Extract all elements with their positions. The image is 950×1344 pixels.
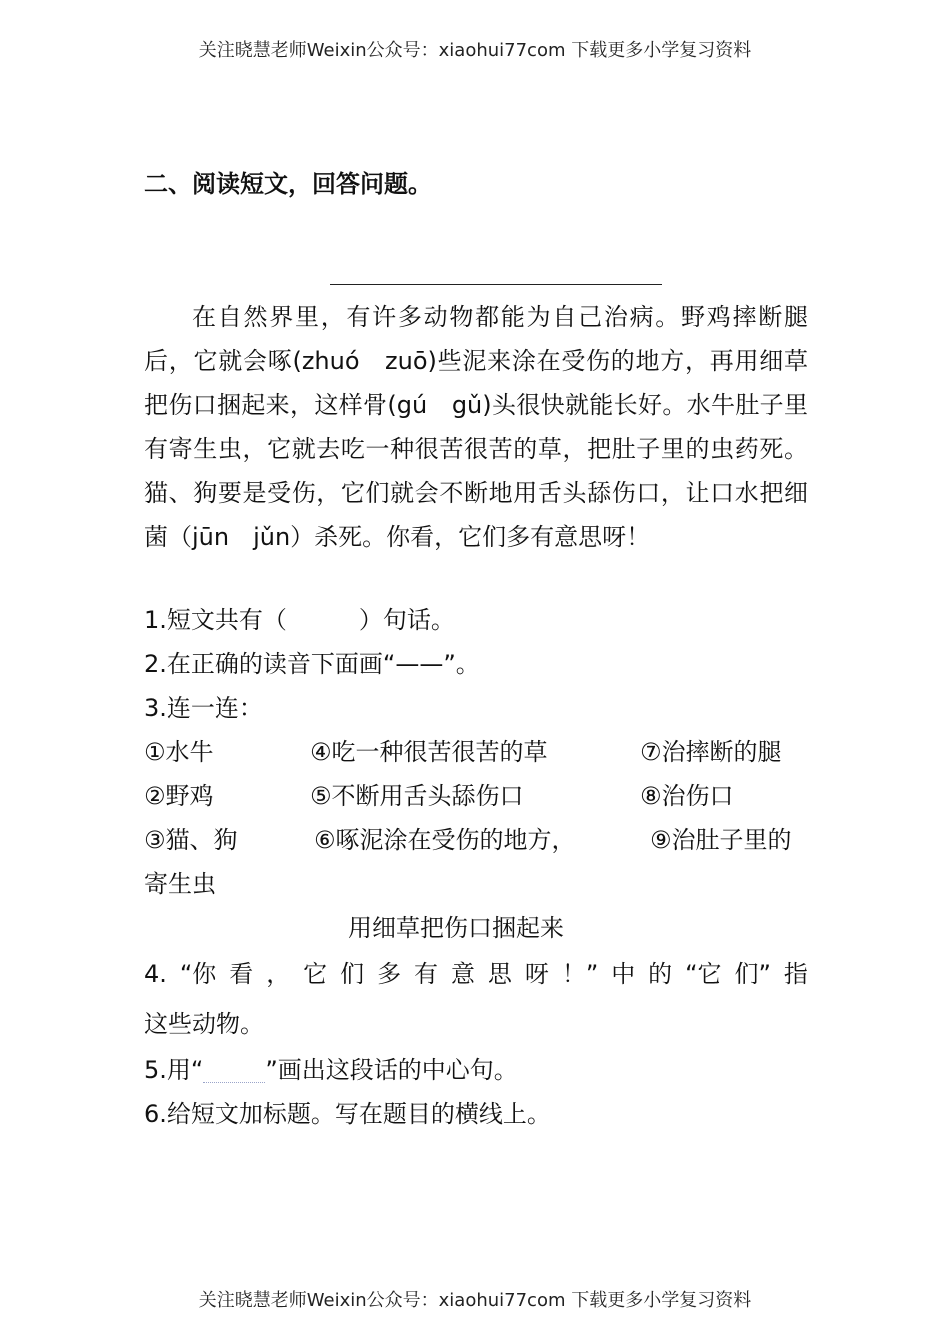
match-item-3[interactable]: ③猫、狗 <box>144 826 238 854</box>
q4-token: 中 <box>611 960 636 988</box>
q4-token: 它 <box>303 960 328 988</box>
reading-passage <box>144 295 808 559</box>
question-1-after: ）句话。 <box>358 606 455 634</box>
question-6: 6.给短文加标题。写在题目的横线上。 <box>144 1100 551 1128</box>
match-item-2[interactable]: ②野鸡 <box>144 782 214 810</box>
match-item-8[interactable]: ⑧治伤口 <box>640 782 734 810</box>
page-header: 关注晓慧老师Weixin公众号：xiaohui77com 下载更多小学复习资料 <box>198 40 752 61</box>
question-5-before: 5.用“ <box>144 1056 204 1084</box>
q4-token: 指 <box>783 960 808 988</box>
question-1 <box>144 598 455 642</box>
match-item-1[interactable]: ①水牛 <box>144 738 214 766</box>
q4-token: 呀 <box>524 960 549 988</box>
match-item-9[interactable]: ⑨治肚子里的 <box>650 826 792 854</box>
match-item-6-continued: 用细草把伤口捆起来 <box>348 914 564 942</box>
q4-token: 们 <box>340 960 365 988</box>
question-3: 3.连一连： <box>144 694 263 722</box>
q4-token: 们” <box>734 960 771 988</box>
q4-token: 看 <box>229 960 254 988</box>
q4-token: 有 <box>414 960 439 988</box>
question-5-after: ”画出这段话的中心句。 <box>265 1056 518 1084</box>
title-blank-line[interactable] <box>330 284 662 285</box>
match-item-9-continued: 寄生虫 <box>144 870 216 898</box>
passage-text: 在自然界里，有许多动物都能为自己治病。野鸡摔断腿后，它就会啄(zhuó zuō)些泥来涂在受伤的地方，再用细草把伤口捆起来，这样骨(gú gǔ)头很快就能长好。水牛肚子里有寄生虫，它就去吃一种很苦很苦的草，把肚子里的虫药死。猫、狗要是受伤，它们就会不断地用舌头舔伤口，让口水把细菌（jūn jǔn）杀死。你看，它们多有意思呀！ <box>144 303 808 551</box>
wavy-underline-sample <box>203 1060 265 1083</box>
question-4-line-1 <box>144 952 808 996</box>
match-item-5[interactable]: ⑤不断用舌头舔伤口 <box>310 782 524 810</box>
match-item-4[interactable]: ④吃一种很苦很苦的草 <box>310 738 548 766</box>
q4-token: 4. <box>144 960 167 988</box>
question-4-line-2: 这些动物。 <box>144 1010 264 1038</box>
q4-token: ， <box>266 960 291 988</box>
page-footer: 关注晓慧老师Weixin公众号：xiaohui77com 下载更多小学复习资料 <box>198 1290 752 1311</box>
match-item-7[interactable]: ⑦治摔断的腿 <box>640 738 782 766</box>
q4-token: “它 <box>685 960 722 988</box>
q4-token: 思 <box>487 960 512 988</box>
question-5 <box>144 1048 518 1092</box>
q4-token: 的 <box>648 960 673 988</box>
match-item-6[interactable]: ⑥啄泥涂在受伤的地方， <box>314 826 576 854</box>
section-title: 二、阅读短文，回答问题。 <box>144 170 432 198</box>
q4-token: “你 <box>179 960 217 988</box>
question-2: 2.在正确的读音下面画“——”。 <box>144 650 480 678</box>
q4-token: 多 <box>377 960 402 988</box>
q4-token: 意 <box>450 960 475 988</box>
q4-token: ！” <box>561 960 599 988</box>
question-1-before: 1.短文共有（ <box>144 606 287 634</box>
